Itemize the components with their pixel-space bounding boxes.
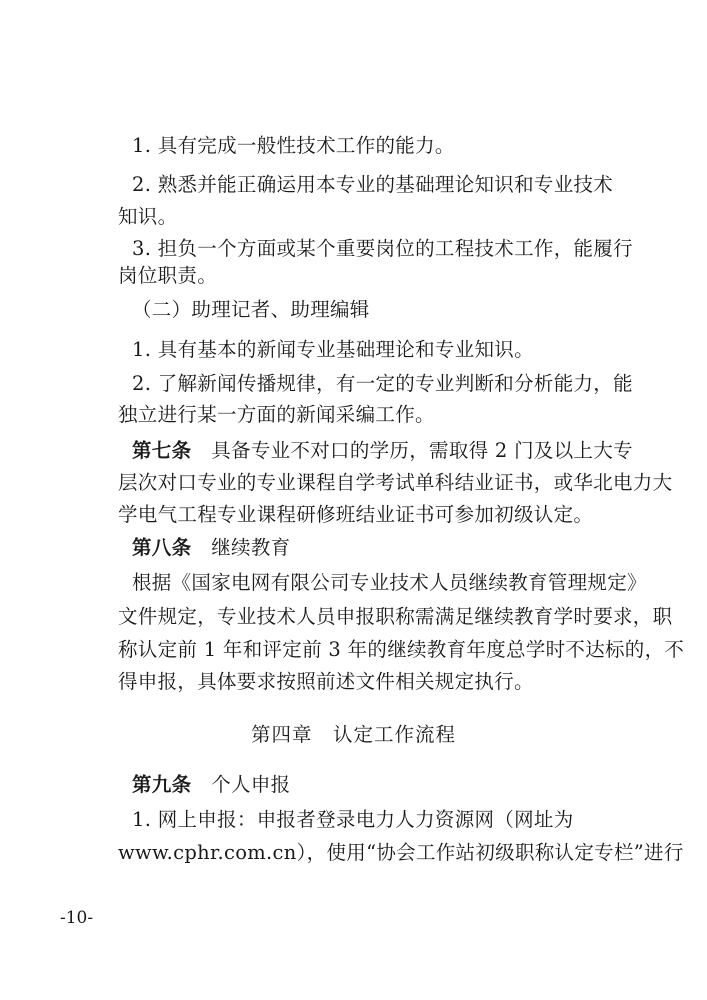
para-line: www.cphr.com.cn），使用“协会工作站初级职称认定专栏”进行 [118,841,684,864]
para-line: 得申报，具体要求按照前述文件相关规定执行。 [118,670,534,693]
article-7-text: 具备专业不对口的学历，需取得 2 门及以上大专 [211,439,633,462]
para-line: 1. 具有完成一般性技术工作的能力。 [132,134,455,157]
para-line: 文件规定，专业技术人员申报职称需满足继续教育学时要求，职 [118,605,673,628]
para-line: 1. 网上申报：申报者登录电力人力资源网（网址为 [132,808,574,831]
para-line: 独立进行某一方面的新闻采编工作。 [118,403,435,426]
article-8-line [132,534,290,562]
para-line: 学电气工程专业课程研修班结业证书可参加初级认定。 [118,503,594,526]
article-8-text: 继续教育 [211,536,291,559]
article-9-label: 第九条 [132,773,192,796]
article-7-line [132,437,633,465]
para-line: 知识。 [118,205,178,228]
page-number: -10- [60,908,94,928]
para-line: 称认定前 1 年和评定前 3 年的继续教育年度总学时不达标的，不 [118,638,685,661]
para-line: 2. 熟悉并能正确运用本专业的基础理论知识和专业技术 [132,173,614,196]
para-line: 1. 具有基本的新闻专业基础理论和专业知识。 [132,338,534,361]
para-line: 岗位职责。 [118,264,218,287]
section-heading: （二）助理记者、助理编辑 [132,298,370,321]
chapter-heading: 第四章 认定工作流程 [250,723,456,746]
article-8-label: 第八条 [132,536,192,559]
article-7-label: 第七条 [132,439,192,462]
article-9-line [132,771,290,799]
para-line: 层次对口专业的专业课程自学考试单科结业证书，或华北电力大 [118,471,673,494]
para-line: 3. 担负一个方面或某个重要岗位的工程技术工作，能履行 [132,237,633,260]
para-line: 2. 了解新闻传播规律，有一定的专业判断和分析能力，能 [132,372,633,395]
article-9-text: 个人申报 [211,773,291,796]
para-line: 根据《国家电网有限公司专业技术人员继续教育管理规定》 [132,571,647,594]
